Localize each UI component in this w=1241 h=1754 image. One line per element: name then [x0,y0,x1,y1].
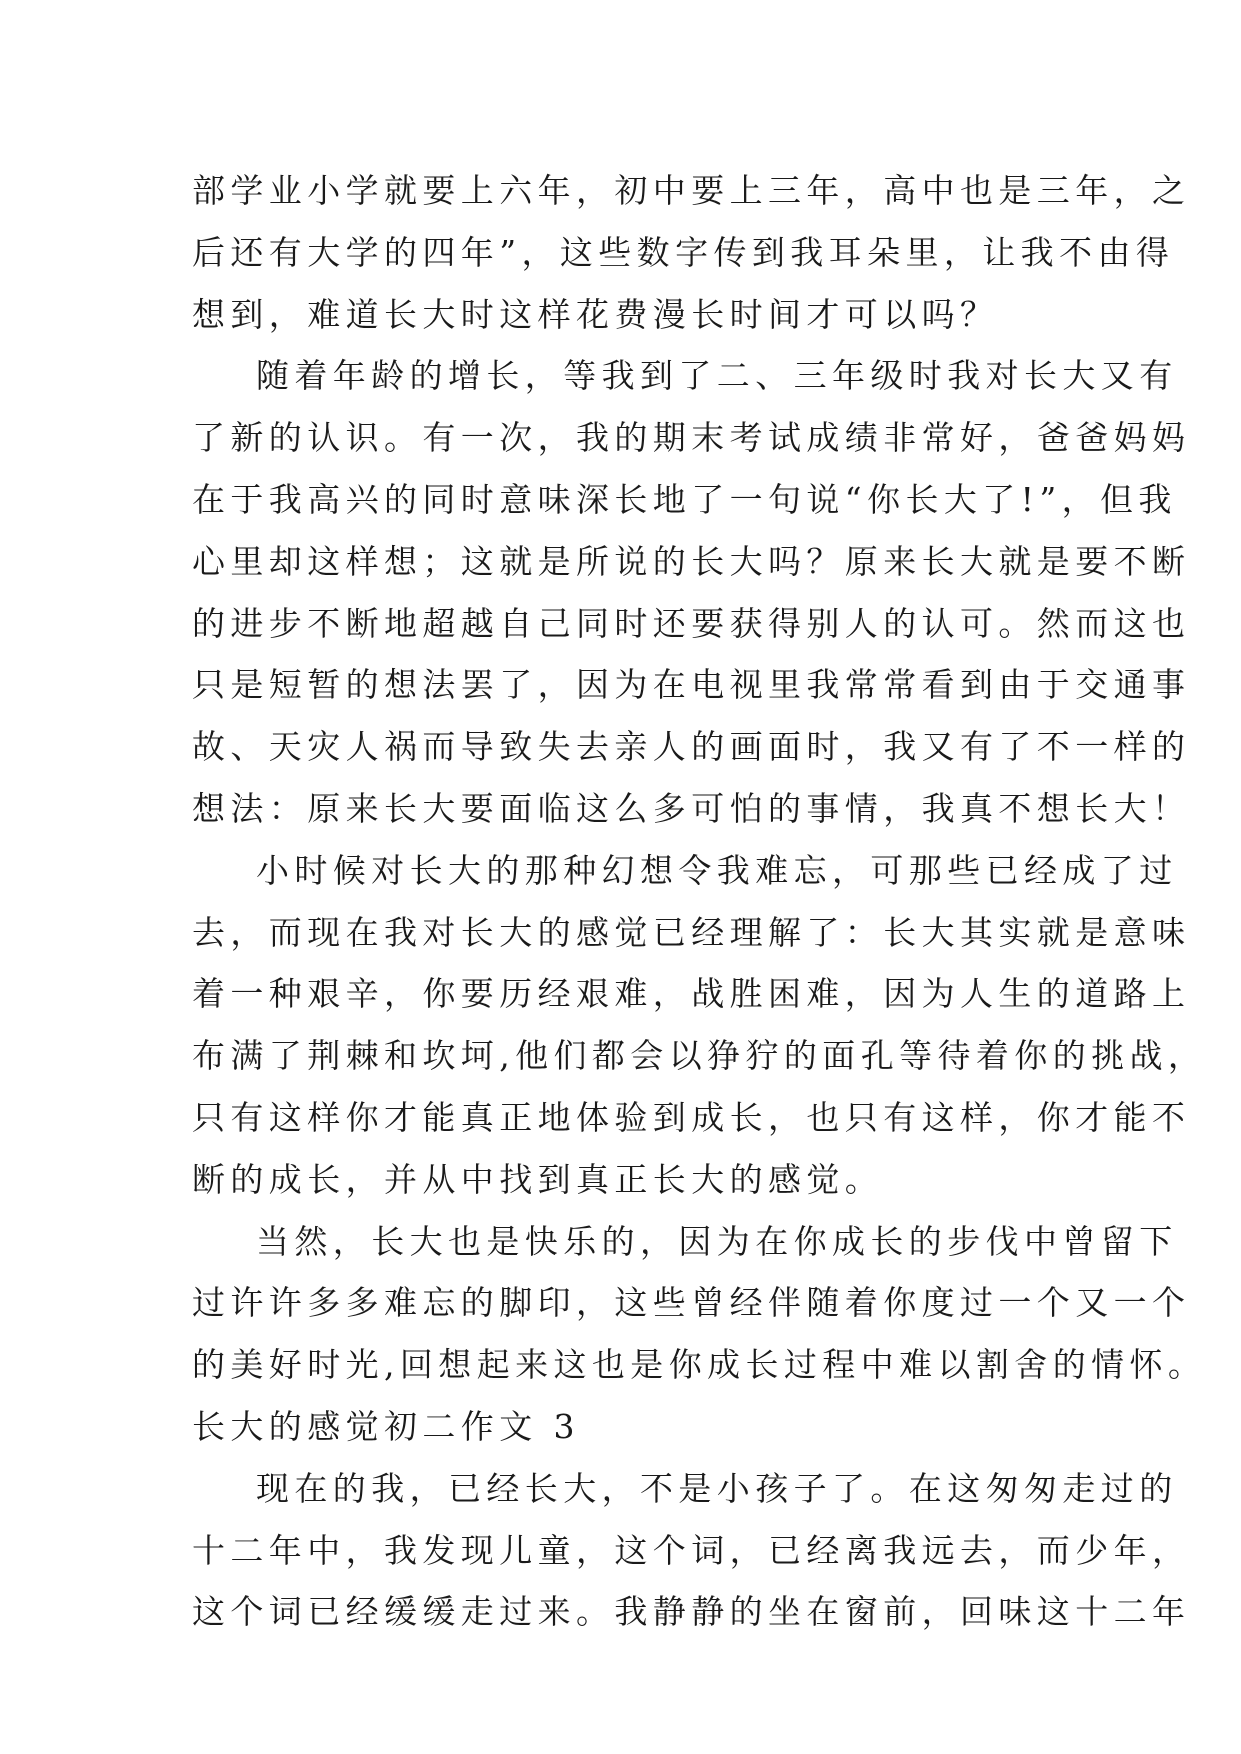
text-line: 的进步不断地超越自己同时还要获得别人的认可。然而这也 [192,603,1191,643]
text-line: 十二年中，我发现儿童，这个词，已经离我远去，而少年， [192,1530,1191,1570]
body-text [192,160,1207,1643]
text-line: 后还有大学的四年”，这些数字传到我耳朵里，让我不由得 [192,232,1175,272]
text-line: 随着年龄的增长，等我到了二、三年级时我对长大又有 [256,356,1178,396]
text-line: 了新的认识。有一次，我的期末考试成绩非常好，爸爸妈妈 [192,418,1191,458]
text-line: 布满了荆棘和坎坷,他们都会以狰狞的面孔等待着你的挑战， [192,1036,1207,1076]
text-line: 部学业小学就要上六年，初中要上三年，高中也是三年，之 [192,171,1191,210]
text-line: 过许许多多难忘的脚印，这些曾经伴随着你度过一个又一个 [192,1283,1191,1323]
text-line: 只是短暂的想法罢了，因为在电视里我常常看到由于交通事 [192,665,1191,705]
text-line: 现在的我，已经长大，不是小孩子了。在这匆匆走过的 [256,1468,1178,1508]
text-line: 长大的感觉初二作文 3 [192,1406,580,1446]
text-line: 心里却这样想；这就是所说的长大吗？原来长大就是要不断 [192,541,1191,581]
text-line: 着一种艰辛，你要历经艰难，战胜困难，因为人生的道路上 [192,974,1191,1014]
text-line: 在于我高兴的同时意味深长地了一句说“你长大了!”，但我 [192,479,1177,519]
text-line: 想到，难道长大时这样花费漫长时间才可以吗？ [192,294,999,334]
text-line: 当然，长大也是快乐的，因为在你成长的步伐中曾留下 [256,1221,1178,1261]
text-line: 这个词已经缓缓走过来。我静静的坐在窗前，回味这十二年 [192,1592,1191,1632]
text-line: 故、天灾人祸而导致失去亲人的画面时，我又有了不一样的 [192,727,1191,767]
text-line: 想法：原来长大要面临这么多可怕的事情，我真不想长大！ [192,788,1191,828]
text-line: 的美好时光,回想起来这也是你成长过程中难以割舍的情怀。 [192,1345,1207,1385]
text-line: 只有这样你才能真正地体验到成长，也只有这样，你才能不 [192,1097,1191,1137]
text-line: 小时候对长大的那种幻想令我难忘，可那些已经成了过 [256,850,1178,890]
text-line: 去，而现在我对长大的感觉已经理解了：长大其实就是意味 [192,912,1191,952]
text-line: 断的成长，并从中找到真正长大的感觉。 [192,1159,884,1199]
